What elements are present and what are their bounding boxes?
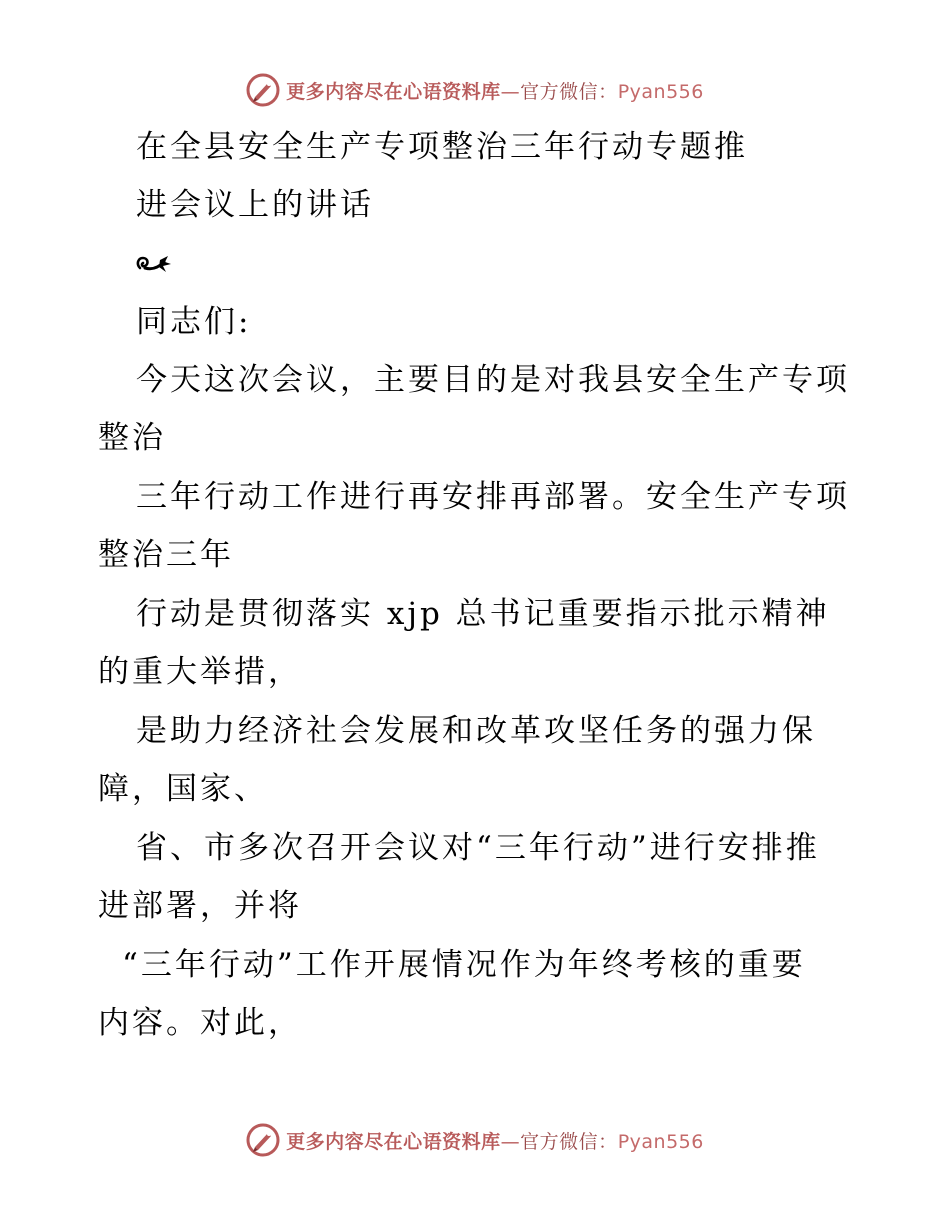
body-line: 的重大举措，: [98, 654, 302, 690]
banner-brand: 更多内容尽在心语资料库: [286, 80, 501, 103]
banner-label: 官方微信：: [520, 1130, 618, 1153]
body-line: 进部署，并将: [98, 888, 302, 924]
body-line: 今天这次会议，主要目的是对我县安全生产专项: [136, 362, 850, 398]
header-banner: [0, 70, 950, 110]
pen-logo-icon: [246, 1123, 280, 1157]
body-line: 省、市多次召开会议对“三年行动”进行安排推: [136, 830, 820, 866]
banner-dash: —: [500, 80, 521, 103]
banner-text: [286, 1127, 704, 1154]
document-title-line-2: 进会议上的讲话: [136, 187, 374, 223]
banner-label: 官方微信：: [520, 80, 618, 103]
banner-handle: Pyan556: [617, 1130, 704, 1153]
body-line: 内容。对此，: [98, 1005, 302, 1041]
salutation: 同志们:: [136, 304, 252, 340]
body-line: 障，国家、: [98, 771, 268, 807]
body-line: 整治三年: [98, 537, 234, 573]
footer-banner: [0, 1120, 950, 1160]
document-title-line-1: 在全县安全生产专项整治三年行动专题推: [136, 129, 748, 165]
body-line: 是助力经济社会发展和改革攻坚任务的强力保: [136, 713, 816, 749]
banner-handle: Pyan556: [617, 80, 704, 103]
body-line: 三年行动工作进行再安排再部署。安全生产专项: [136, 479, 850, 515]
banner-brand: 更多内容尽在心语资料库: [286, 1130, 501, 1153]
banner-text: [286, 77, 704, 104]
body-line: “三年行动”工作开展情况作为年终考核的重要: [122, 947, 806, 983]
banner-dash: —: [500, 1130, 521, 1153]
pen-logo-icon: [246, 73, 280, 107]
fleuron-ornament-icon: [134, 250, 174, 278]
body-line: 行动是贯彻落实 xjp 总书记重要指示批示精神: [136, 596, 830, 632]
body-line: 整治: [98, 420, 166, 456]
